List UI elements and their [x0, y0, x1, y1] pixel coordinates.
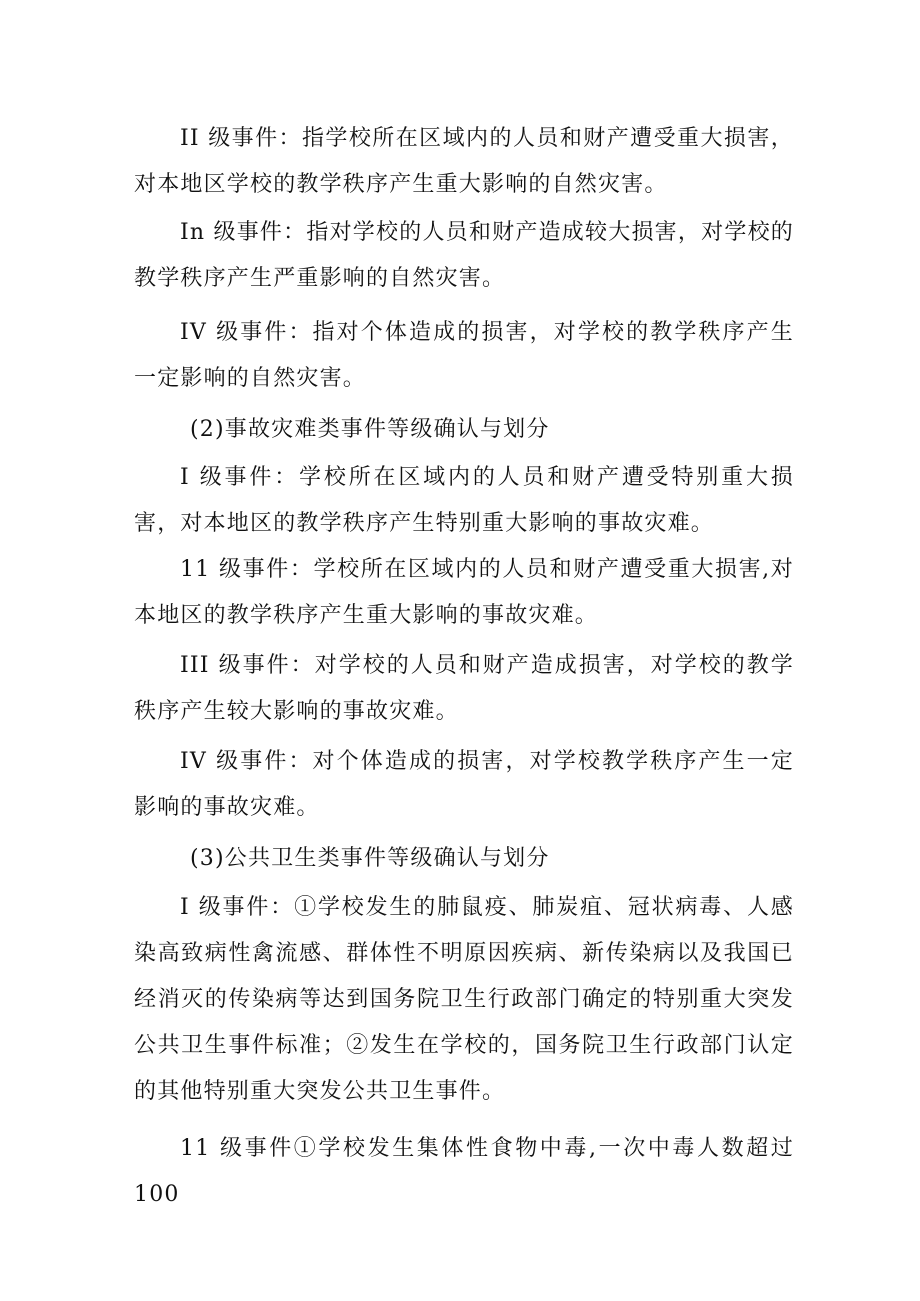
- paragraph-level-3-natural-disaster: In 级事件：指对学校的人员和财产造成较大损害，对学校的教学秩序产生严重影响的自然灾害。: [134, 220, 794, 291]
- paragraph-level-3-accident: III 级事件：对学校的人员和财产造成损害，对学校的教学秩序产生较大影响的事故灾难。: [134, 653, 794, 724]
- paragraph-level-2-accident: 11 级事件：学校所在区域内的人员和财产遭受重大损害,对本地区的教学秩序产生重大影响的事故灾难。: [134, 557, 794, 628]
- paragraph-level-1-accident: I 级事件：学校所在区域内的人员和财产遭受特别重大损害，对本地区的教学秩序产生特别重大影响的事故灾难。: [134, 465, 794, 536]
- paragraph-level-2-public-health: 11 级事件①学校发生集体性食物中毒,一次中毒人数超过100: [134, 1136, 794, 1207]
- section-heading-public-health: (3)公共卫生类事件等级确认与划分: [190, 846, 550, 871]
- paragraph-level-2-natural-disaster: II 级事件：指学校所在区域内的人员和财产遭受重大损害，对本地区学校的教学秩序产生重大影响的自然灾害。: [134, 126, 794, 197]
- paragraph-level-4-natural-disaster: IV 级事件：指对个体造成的损害，对学校的教学秩序产生一定影响的自然灾害。: [134, 320, 794, 391]
- paragraph-level-1-public-health: I 级事件：①学校发生的肺鼠疫、肺炭疽、冠状病毒、人感染高致病性禽流感、群体性不明原因疾病、新传染病以及我国已经消灭的传染病等达到国务院卫生行政部门确定的特别重大突发公共卫生事件标准；②发生在学校的，国务院卫生行政部门认定的其他特别重大突发公共卫生事件。: [134, 895, 794, 1104]
- section-heading-accident-disaster: (2)事故灾难类事件等级确认与划分: [190, 417, 550, 442]
- paragraph-level-4-accident: IV 级事件：对个体造成的损害，对学校教学秩序产生一定影响的事故灾难。: [134, 749, 794, 820]
